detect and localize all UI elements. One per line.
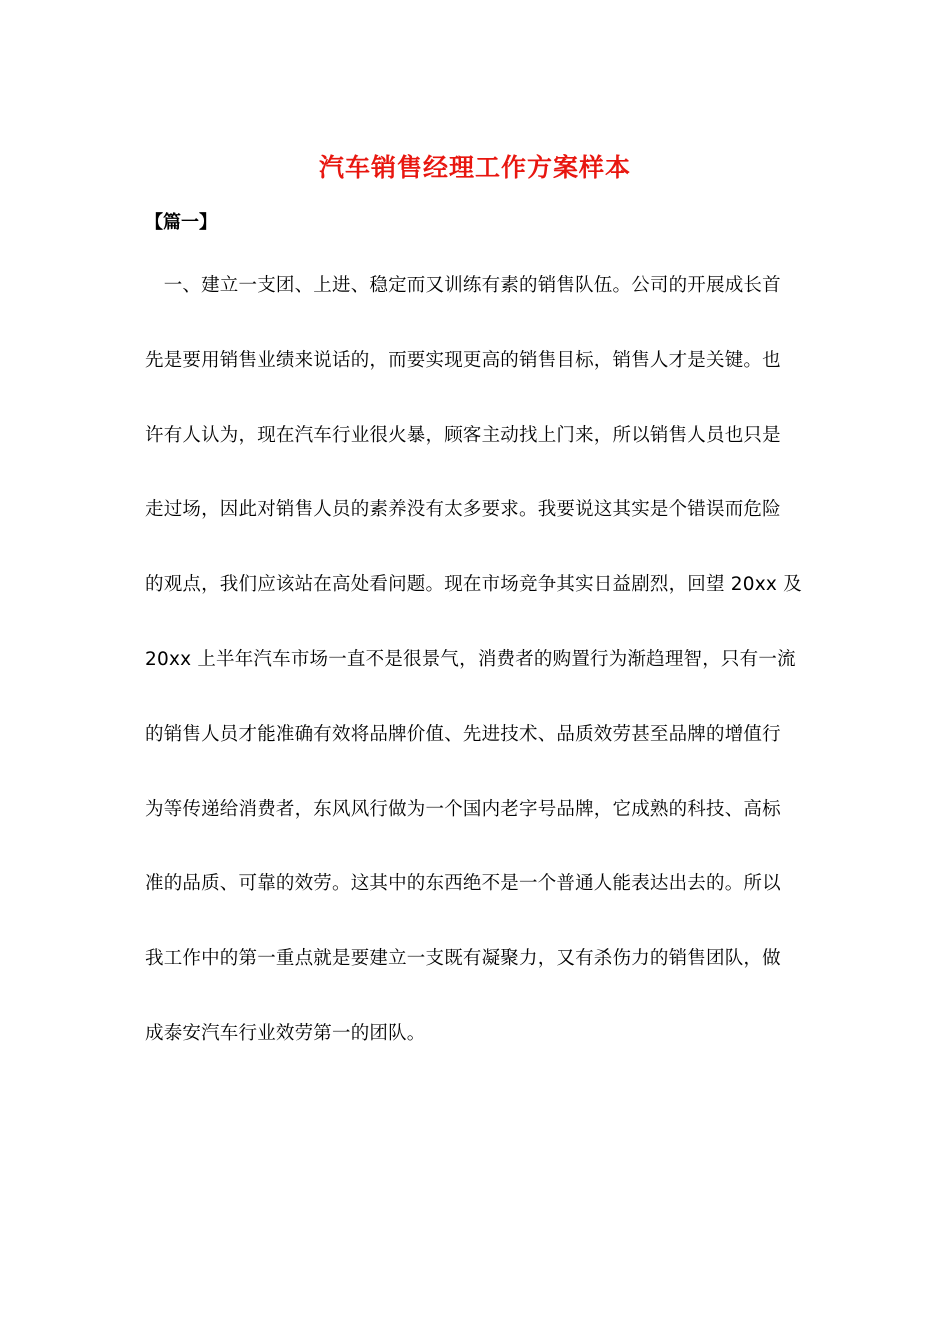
body-line: 的销售人员才能准确有效将品牌价值、先进技术、品质效劳甚至品牌的增值行 [145, 723, 781, 745]
body-line: 准的品质、可靠的效劳。这其中的东西绝不是一个普通人能表达出去的。所以 [145, 873, 781, 895]
body-line: 我工作中的第一重点就是要建立一支既有凝聚力，又有杀伤力的销售团队，做 [145, 948, 781, 970]
section-label: 【篇一】 [145, 212, 217, 233]
body-line: 先是要用销售业绩来说话的，而要实现更高的销售目标，销售人才是关键。也 [145, 349, 781, 371]
body-line: 20xx 上半年汽车市场一直不是很景气，消费者的购置行为渐趋理智，只有一流 [145, 648, 796, 670]
body-line: 的观点，我们应该站在高处看问题。现在市场竞争其实日益剧烈，回望 20xx 及 [145, 574, 802, 596]
body-paragraph [145, 267, 810, 1090]
body-line: 成泰安汽车行业效劳第一的团队。 [145, 1022, 426, 1044]
document-title: 汽车销售经理工作方案样本 [318, 153, 631, 182]
body-line: 为等传递给消费者，东风风行做为一个国内老字号品牌，它成熟的科技、高标 [145, 798, 781, 820]
body-line: 一、建立一支团、上进、稳定而又训练有素的销售队伍。公司的开展成长首 [145, 275, 781, 296]
body-line: 许有人认为，现在汽车行业很火暴，顾客主动找上门来，所以销售人员也只是 [145, 424, 781, 446]
body-line: 走过场，因此对销售人员的素养没有太多要求。我要说这其实是个错误而危险 [145, 499, 781, 521]
